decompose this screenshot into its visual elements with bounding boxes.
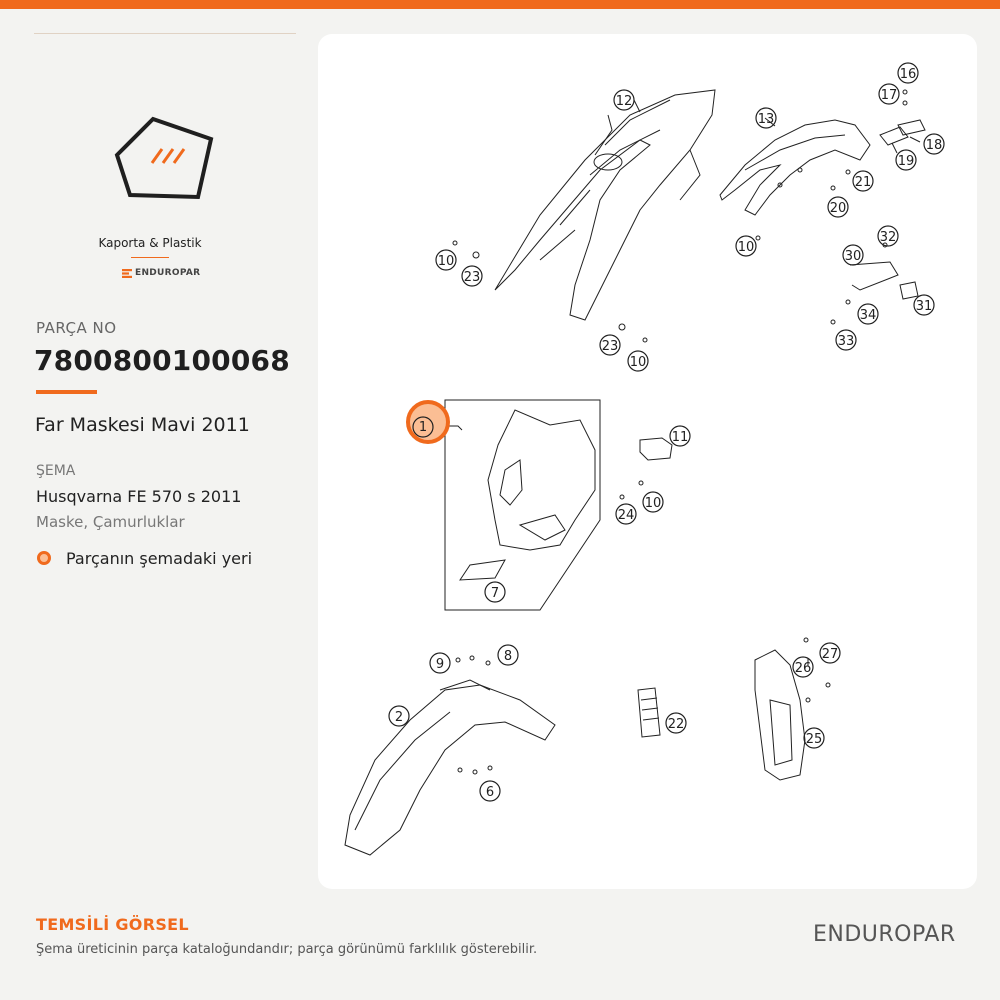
svg-text:23: 23 — [463, 270, 481, 285]
svg-text:13: 13 — [757, 112, 775, 127]
part-7-drawing — [460, 560, 505, 580]
highlight-legend-icon — [37, 551, 51, 565]
representative-image-title: TEMSİLİ GÖRSEL — [36, 915, 189, 934]
disclaimer-note: Şema üreticinin parça kataloğundandır; parça görünümü farklılık gösterebilir. — [36, 942, 538, 957]
svg-text:17: 17 — [880, 88, 898, 103]
svg-text:10: 10 — [629, 355, 647, 370]
highlight-legend-text: Parçanın şemadaki yeri — [66, 549, 253, 568]
schema-model: Husqvarna FE 570 s 2011 — [36, 487, 242, 506]
svg-text:25: 25 — [805, 732, 823, 747]
schema-label: ŞEMA — [36, 463, 76, 479]
schema-group: Maske, Çamurluklar — [36, 513, 185, 531]
svg-text:9: 9 — [435, 657, 445, 672]
part-11-drawing — [640, 438, 672, 460]
svg-text:30: 30 — [844, 249, 862, 264]
brand-logo-small — [118, 267, 218, 281]
svg-text:23: 23 — [601, 339, 619, 354]
svg-text:10: 10 — [737, 240, 755, 255]
svg-text:18: 18 — [925, 138, 943, 153]
brand-name-small: ENDUROPAR — [135, 268, 201, 278]
svg-text:22: 22 — [667, 717, 685, 732]
part-number-label: PARÇA NO — [36, 319, 117, 337]
svg-text:6: 6 — [485, 785, 495, 800]
part-2-drawing — [345, 680, 555, 855]
pentagon-logo-icon — [108, 115, 218, 205]
parts-diagram-card — [318, 34, 977, 889]
svg-text:10: 10 — [644, 496, 662, 511]
part-name: Far Maskesi Mavi 2011 — [35, 414, 250, 436]
svg-text:20: 20 — [829, 201, 847, 216]
svg-text:19: 19 — [897, 154, 915, 169]
svg-text:11: 11 — [671, 430, 689, 445]
part-22-drawing — [638, 688, 660, 737]
category-underline — [131, 257, 169, 258]
svg-text:7: 7 — [490, 586, 500, 601]
svg-text:24: 24 — [617, 508, 635, 523]
part-13-drawing — [720, 120, 870, 215]
part-1-frame — [445, 400, 600, 610]
top-accent-bar — [0, 0, 1000, 9]
svg-text:10: 10 — [437, 254, 455, 269]
part-30-31-drawing — [850, 262, 918, 299]
part-12-drawing — [495, 90, 715, 320]
parts-diagram — [318, 34, 977, 889]
left-divider — [34, 33, 296, 34]
svg-text:31: 31 — [915, 299, 933, 314]
svg-text:12: 12 — [615, 94, 633, 109]
svg-text:8: 8 — [503, 649, 513, 664]
svg-text:34: 34 — [859, 308, 877, 323]
svg-text:21: 21 — [854, 175, 872, 190]
brand-name-footer: ENDUROPAR — [813, 922, 956, 947]
svg-text:32: 32 — [879, 230, 897, 245]
part-1-drawing — [488, 410, 595, 550]
svg-text:2: 2 — [394, 710, 404, 725]
svg-text:27: 27 — [821, 647, 839, 662]
category-label: Kaporta & Plastik — [98, 236, 202, 250]
callout-labels — [389, 63, 944, 801]
svg-text:26: 26 — [794, 661, 812, 676]
svg-text:1: 1 — [418, 420, 428, 435]
svg-text:16: 16 — [899, 67, 917, 82]
brand-mark-icon — [122, 269, 132, 278]
svg-text:33: 33 — [837, 334, 855, 349]
accent-underline — [36, 390, 97, 394]
part-number: 7800800100068 — [34, 344, 290, 377]
